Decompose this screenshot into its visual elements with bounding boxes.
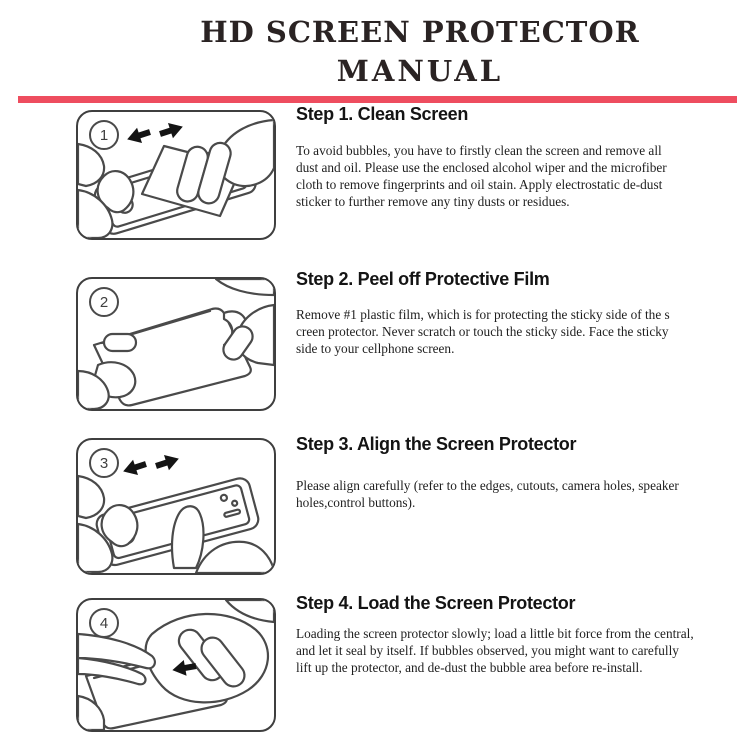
step4-illustration-frame: [76, 598, 276, 732]
body-line: Loading the screen protector slowly; load a little bit force from the central,: [296, 626, 694, 641]
step1-body: [296, 142, 750, 210]
arrow-left-icon: [125, 124, 153, 147]
step2-body: [296, 306, 750, 357]
step4-heading: Step 4. Load the Screen Protector: [296, 593, 576, 613]
step4-number-badge: 4: [89, 608, 119, 638]
step2-illustration-frame: [76, 277, 276, 411]
arrow-right-icon: [158, 119, 186, 142]
arrow-right-icon: [154, 451, 182, 474]
step3-body: [296, 477, 750, 511]
body-line: creen protector. Never scratch or touch the sticky side. Face the sticky: [296, 324, 669, 339]
step3-number-badge: 3: [89, 448, 119, 478]
step3-illustration-frame: [76, 438, 276, 575]
body-line: To avoid bubbles, you have to firstly clean the screen and remove all: [296, 143, 662, 158]
right-palm: [196, 542, 274, 573]
body-line: Remove #1 plastic film, which is for protecting the sticky side of the s: [296, 307, 670, 322]
body-line: side to your cellphone screen.: [296, 341, 455, 356]
left-thumb-tab: [104, 334, 136, 351]
step2-heading: Step 2. Peel off Protective Film: [296, 269, 550, 289]
body-line: Please align carefully (refer to the edges, cutouts, camera holes, speaker: [296, 478, 679, 493]
body-line: sticker to further remove any tiny dusts or residues.: [296, 194, 570, 209]
red-divider-line: [18, 96, 737, 103]
step2-number-badge: 2: [89, 287, 119, 317]
body-line: holes,control buttons).: [296, 495, 416, 510]
step1-heading: Step 1. Clean Screen: [296, 104, 469, 124]
body-line: lift up the protector, and de-dust the bubble area before re-install.: [296, 660, 643, 675]
arrow-left-icon: [121, 456, 149, 479]
page-title: [90, 12, 750, 90]
right-arm: [216, 279, 274, 295]
page-title-line1: HD SCREEN PROTECTOR: [200, 15, 640, 49]
step1-illustration-frame: [76, 110, 276, 240]
left-arm: [78, 476, 104, 518]
step4-body: [296, 625, 750, 676]
step3-heading: Step 3. Align the Screen Protector: [296, 434, 577, 454]
page-title-line2: MANUAL: [336, 54, 504, 88]
body-line: dust and oil. Please use the enclosed alcohol wiper and the microfiber: [296, 160, 667, 175]
step1-number-badge: 1: [89, 120, 119, 150]
body-line: cloth to remove fingerprints and oil stain. Apply electrostatic de-dust: [296, 177, 663, 192]
body-line: and let it seal by itself. If bubbles observed, you might want to carefully: [296, 643, 679, 658]
